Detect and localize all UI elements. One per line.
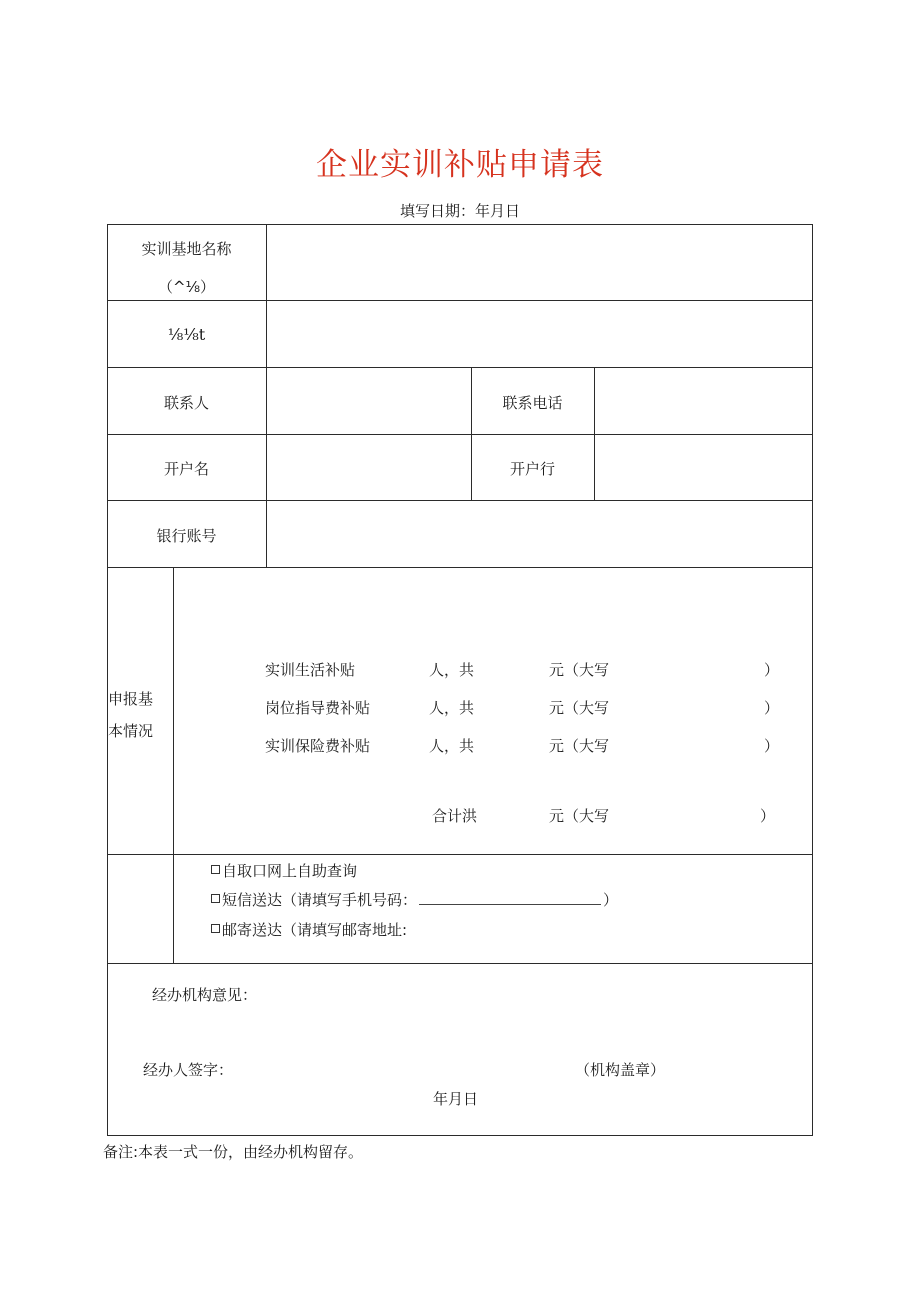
account-name-field[interactable] (267, 435, 471, 500)
total-amount: 元（大写 (549, 807, 610, 825)
base-name-label: 实训基地名称 (141, 240, 232, 258)
total-label: 合计洪 (432, 807, 478, 825)
account-name-label: 开户名 (163, 460, 209, 478)
delivery-option-sms[interactable] (211, 889, 618, 911)
subsidy-amount: 元（大写 (549, 699, 610, 717)
delivery-option-self[interactable] (211, 860, 357, 882)
base-name-field[interactable] (267, 225, 812, 300)
phone-field[interactable] (595, 368, 812, 434)
subsidy-name: 实训生活补贴 (265, 661, 356, 679)
subsidy-amount: 元（大写 (549, 661, 610, 679)
subsidy-name: 实训保险费补贴 (265, 737, 371, 755)
table-border-right (812, 224, 813, 1136)
declaration-label-line1: 申报基 (108, 690, 154, 708)
subsidy-amount: 元（大写 (549, 737, 610, 755)
mid-column-divider (471, 367, 472, 501)
garbled-field[interactable] (267, 301, 812, 367)
phone-number-blank[interactable] (419, 890, 601, 905)
base-name-sublabel: （^⅛） (157, 278, 216, 296)
footnote: 备注:本表一式一份，由经办机构留存。 (103, 1143, 364, 1161)
account-number-field[interactable] (267, 501, 812, 567)
checkbox-icon[interactable] (211, 924, 220, 933)
row-divider (107, 854, 813, 855)
table-border-left (107, 224, 108, 1136)
contact-field[interactable] (267, 368, 471, 434)
delivery-option-mail[interactable] (211, 919, 407, 941)
agency-date: 年月日 (433, 1090, 479, 1108)
subsidy-persons: 人，共 (429, 737, 475, 755)
contact-label: 联系人 (163, 394, 209, 412)
subsidy-persons: 人，共 (429, 699, 475, 717)
agency-opinion-label: 经办机构意见： (152, 986, 258, 1004)
row-divider (107, 963, 813, 964)
row-divider (107, 567, 813, 568)
signature-label: 经办人签字： (143, 1061, 234, 1079)
page-title: 企业实训补贴申请表 (316, 147, 604, 183)
delivery-option-label: 邮寄送达（请填写邮寄地址: (222, 921, 408, 939)
delivery-option-label: 短信送达（请填写手机号码： (222, 891, 418, 909)
sms-close: ） (603, 891, 619, 909)
seal-label: （机构盖章） (575, 1061, 666, 1079)
subsidy-persons: 人，共 (429, 661, 475, 679)
checkbox-icon[interactable] (211, 865, 220, 874)
declaration-label-line2: 本情况 (108, 722, 154, 740)
account-number-label: 银行账号 (156, 527, 217, 545)
subsidy-close: ） (764, 737, 780, 755)
subsidy-close: ） (764, 661, 780, 679)
subsidy-close: ） (764, 699, 780, 717)
bank-field[interactable] (595, 435, 812, 500)
total-close: ） (760, 807, 776, 825)
table-border-bottom (107, 1135, 813, 1136)
delivery-option-label: 自取口网上自助查询 (222, 862, 358, 880)
phone-label: 联系电话 (502, 394, 563, 412)
fill-date: 填写日期：年月日 (399, 202, 520, 220)
bank-label: 开户行 (509, 460, 555, 478)
checkbox-icon[interactable] (211, 894, 220, 903)
declaration-column-divider (173, 567, 174, 964)
garbled-label: ⅛⅛t (167, 325, 206, 344)
subsidy-name: 岗位指导费补贴 (265, 699, 371, 717)
